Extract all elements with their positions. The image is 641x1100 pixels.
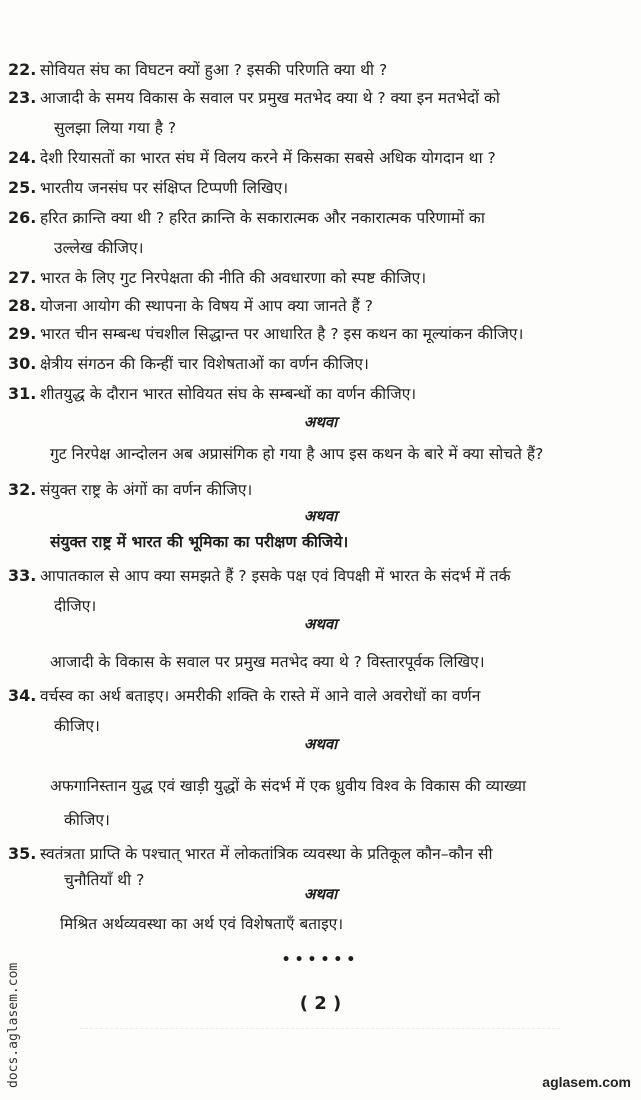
- question-number: 35.: [8, 844, 37, 863]
- end-marker: ••••••: [281, 952, 360, 968]
- question-text: क्षेत्रीय संगठन की किन्हीं चार विशेषताओं का वर्णन कीजिए।: [40, 355, 369, 373]
- question-number: 32.: [8, 480, 37, 499]
- question-text-continued: चुनौतियाँ थी ?: [64, 871, 145, 889]
- or-separator: अथवा: [303, 507, 338, 525]
- side-watermark: docs.aglasem.com: [6, 962, 21, 1088]
- page-number: ( 2 ): [299, 993, 342, 1014]
- alternative-text: मिश्रित अर्थव्यवस्था का अर्थ एवं विशेषताएँ बताइए।: [60, 915, 344, 933]
- question-text: देशी रियासतों का भारत संघ में विलय करने में किसका सबसे अधिक योगदान था ?: [40, 149, 496, 167]
- or-separator: अथवा: [303, 413, 338, 431]
- alternative-text: अफगानिस्तान युद्ध एवं खाड़ी युद्धों के संदर्भ में एक ध्रुवीय विश्व के विकास की व्याख्या: [50, 777, 527, 795]
- or-separator: अथवा: [303, 885, 338, 903]
- or-separator: अथवा: [303, 735, 338, 753]
- question-number: 27.: [8, 268, 37, 287]
- question-number: 33.: [8, 566, 37, 585]
- question-text: सोवियत संघ का विघटन क्यों हुआ ? इसकी परिणति क्या थी ?: [40, 61, 388, 79]
- alternative-text: संयुक्त राष्ट्र में भारत की भूमिका का परीक्षण कीजिये।: [50, 533, 349, 551]
- question-number: 30.: [8, 354, 37, 373]
- question-text: भारत चीन सम्बन्ध पंचशील सिद्धान्त पर आधारित है ? इस कथन का मूल्यांकन कीजिए।: [40, 325, 524, 343]
- question-number: 25.: [8, 178, 37, 197]
- question-number: 29.: [8, 324, 37, 343]
- bleed-through-divider: [80, 1028, 560, 1043]
- question-text: भारत के लिए गुट निरपेक्षता की नीति की अवधारणा को स्पष्ट कीजिए।: [40, 269, 427, 287]
- question-text-continued: दीजिए।: [54, 597, 97, 615]
- question-number: 24.: [8, 148, 37, 167]
- question-text: शीतयुद्ध के दौरान भारत सोवियत संघ के सम्बन्धों का वर्णन कीजिए।: [40, 385, 417, 403]
- question-text: वर्चस्व का अर्थ बताइए। अमरीकी शक्ति के रास्ते में आने वाले अवरोधों का वर्णन: [40, 687, 481, 705]
- question-number: 31.: [8, 384, 37, 403]
- alternative-text-continued: कीजिए।: [64, 811, 110, 829]
- alternative-text: आजादी के विकास के सवाल पर प्रमुख मतभेद क्या थे ? विस्तारपूर्वक लिखिए।: [50, 653, 485, 671]
- question-text: योजना आयोग की स्थापना के विषय में आप क्या जानते हैं ?: [40, 297, 373, 315]
- corner-watermark: aglasem.com: [542, 1074, 631, 1090]
- question-text-continued: कीजिए।: [54, 717, 100, 735]
- question-text: भारतीय जनसंघ पर संक्षिप्त टिप्पणी लिखिए।: [40, 179, 289, 197]
- question-text: संयुक्त राष्ट्र के अंगों का वर्णन कीजिए।: [40, 481, 253, 499]
- question-number: 23.: [8, 88, 37, 107]
- question-text: आपातकाल से आप क्या समझते हैं ? इसके पक्ष एवं विपक्षी में भारत के संदर्भ में तर्क: [40, 567, 511, 585]
- question-text: हरित क्रान्ति क्या थी ? हरित क्रान्ति के सकारात्मक और नकारात्मक परिणामों का: [40, 209, 485, 227]
- question-text-continued: उल्लेख कीजिए।: [54, 239, 144, 257]
- question-number: 28.: [8, 296, 37, 315]
- question-text: स्वतंत्रता प्राप्ति के पश्चात् भारत में लोकतांत्रिक व्यवस्था के प्रतिकूल कौन–कौन सी: [40, 845, 493, 863]
- alternative-text: गुट निरपेक्ष आन्दोलन अब अप्रासंगिक हो गया है आप इस कथन के बारे में क्या सोचते हैं?: [50, 445, 544, 463]
- or-separator: अथवा: [303, 615, 338, 633]
- question-text: आजादी के समय विकास के सवाल पर प्रमुख मतभेद क्या थे ? क्या इन मतभेदों को: [40, 89, 500, 107]
- question-text-continued: सुलझा लिया गया है ?: [54, 119, 177, 137]
- question-number: 22.: [8, 60, 37, 79]
- question-number: 26.: [8, 208, 37, 227]
- question-number: 34.: [8, 686, 37, 705]
